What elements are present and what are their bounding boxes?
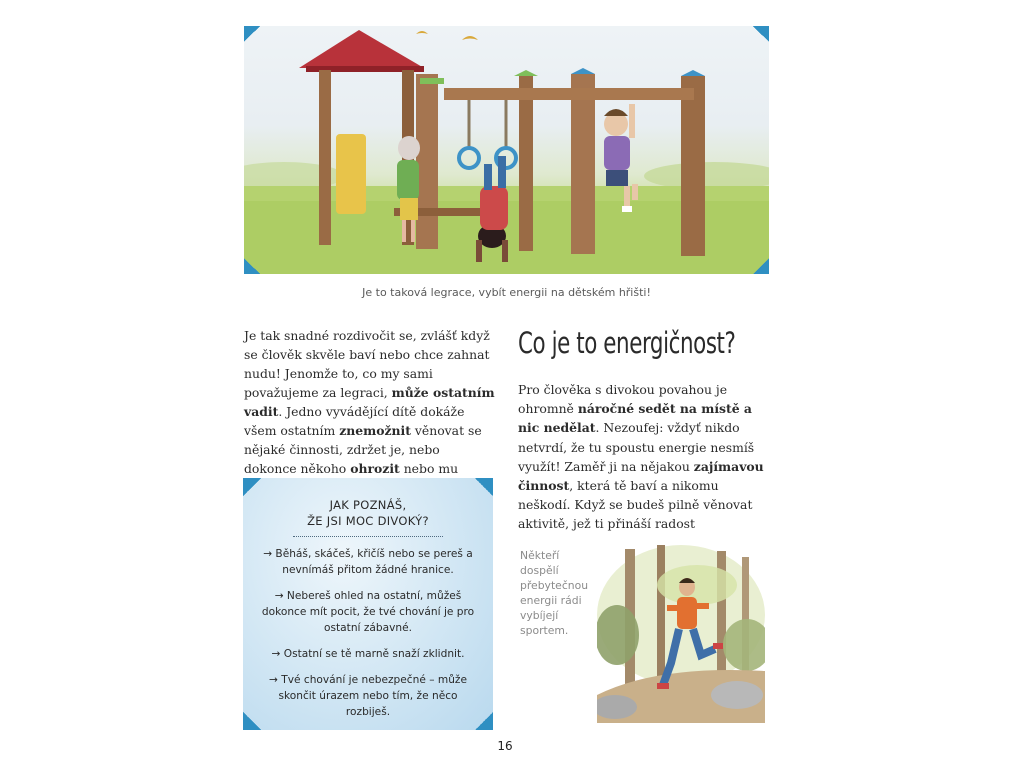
emphasis-text: znemožnit	[339, 423, 411, 438]
emphasis-text: náročné sedět na místě a nic nedělat	[518, 401, 752, 436]
corner-decoration	[475, 478, 493, 496]
body-text: . Nezoufej: vždyť nikdo netvrdí, že tu spoustu energie nesmíš využít! Zaměř ji na nějakou	[518, 420, 755, 474]
corner-decoration	[243, 478, 261, 496]
corner-decoration	[244, 26, 260, 42]
body-text: věnovat se nějaké činnosti, zdržet je, nebo dokonce někoho	[244, 423, 482, 476]
illustration-caption: Je to taková legrace, vybít energii na dětském hřišti!	[362, 286, 651, 299]
corner-decoration	[244, 258, 260, 274]
page-number: 16	[497, 739, 513, 753]
body-text: Pro člověka s divokou povahou je ohromně	[518, 382, 728, 417]
body-text: Je tak snadné rozdivočit se, zvlášť když se člověk skvěle baví nebo chce zahnat nudu! Jenomže to, co my sami považujeme za legraci,	[244, 328, 490, 400]
intro-paragraph	[244, 326, 496, 497]
corner-decoration	[753, 26, 769, 42]
runner-scene	[597, 545, 765, 723]
body-text: , která tě baví a nikomu neškodí. Když se budeš pilně věnovat aktivitě, jež ti přináší radost	[518, 478, 753, 532]
playground-scene	[244, 26, 769, 274]
dotted-divider	[293, 536, 443, 537]
playground-illustration	[244, 26, 769, 274]
energy-paragraph	[518, 380, 770, 534]
body-text: nebo mu	[399, 461, 459, 476]
body-text: . Jedno vyvádějící dítě dokáže všem ostatním	[244, 404, 465, 438]
emphasis-text: zajímavou činnost	[518, 458, 764, 494]
runner-caption: Někteří dospělí přebytečnou energii rádi vybíjejí sportem.	[520, 549, 589, 637]
info-box-title-line: ŽE JSI MOC DIVOKÝ?	[307, 513, 429, 528]
corner-decoration	[753, 258, 769, 274]
list-item: → Nebereš ohled na ostatní, můžeš dokonce mít pocit, že tvé chování je pro ostatní zábavné.	[261, 590, 475, 634]
list-item: → Ostatní se tě marně snaží zklidnit.	[271, 648, 465, 660]
info-box-title-line: JAK POZNÁŠ,	[329, 498, 407, 512]
emphasis-text: ohrozit	[350, 461, 400, 476]
emphasis-text: může ostatním vadit	[244, 385, 495, 419]
info-box-list	[257, 546, 479, 730]
list-item: → Běháš, skáčeš, křičíš nebo se pereš a nevnímáš přitom žádné hranice.	[263, 548, 473, 576]
list-item: → Tvé chování je nebezpečné – může skončit úrazem nebo tím, že něco rozbiješ.	[269, 674, 467, 718]
info-box	[243, 478, 493, 730]
info-box-title	[243, 498, 493, 529]
section-heading: Co je to energičnost?	[518, 326, 736, 360]
runner-illustration	[597, 545, 765, 723]
